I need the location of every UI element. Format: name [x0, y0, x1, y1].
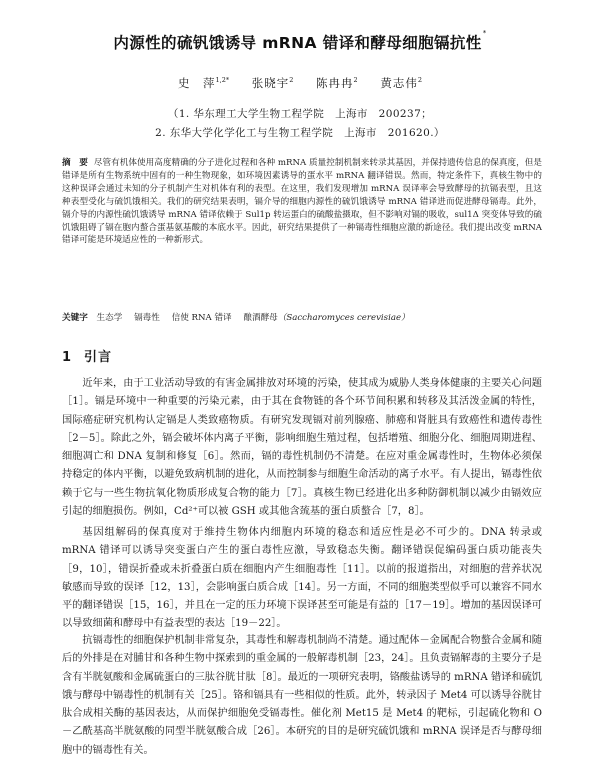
- section-title: 引言: [84, 350, 113, 365]
- section-heading: [62, 346, 112, 365]
- keyword-latin: （Saccharomyces cerevisiae）: [277, 313, 410, 323]
- paragraph-1: 近年来，由于工业活动导致的有害金属排放对环境的污染，使其成为威胁人类身体健康的主要关心问题［1］。镉是环境中一种重要的污染元素，由于其在食物链的各个环节间积累和转移及其活泼金属的特性，国际癌症研究机构认定镉是人类致癌物质。有研究发现镉对前列腺癌、肺癌和肾脏具有致癌性和遗传毒性［2－5］。除此之外，镉会破坏体内离子平衡，影响细胞生殖过程，包括增殖、细胞分化、细胞周期进程、细胞凋亡和 DNA 复制和修复［6］。然而，镉的毒性机制仍不清楚。在应对重金属毒性时，生物体必须保持稳定的体内平衡，以避免致病机制的进化，从而控制参与细胞生命活动的离子水平。有人提出，镉毒性依赖于它与一些生物抗氧化物质形成复合物的能力［7］。真核生物已经进化出多种防御机制以减少由镉效应引起的细胞损伤。例如，Cd²⁺可以被 GSH 或其他含巯基的蛋白质螯合［7，8］。: [62, 378, 542, 518]
- keyword: 酿酒酵母: [243, 313, 278, 323]
- title-text: 内源性的硫钒饿诱导 mRNA 错译和酵母细胞镉抗性: [113, 34, 482, 52]
- paper-title: [0, 31, 600, 53]
- abstract-label: 摘 要: [62, 158, 88, 168]
- affiliation-line-2: 2. 东华大学化学化工与生物工程学院 上海市 201620.）: [155, 127, 445, 139]
- section-number: 1: [62, 350, 73, 365]
- keywords-label: 关键字: [62, 313, 88, 323]
- keyword: 信使 RNA 错译: [171, 313, 232, 323]
- keywords: [62, 312, 542, 325]
- keyword: 镉毒性: [134, 313, 160, 323]
- paragraph-3: 抗镉毒性的细胞保护机制非常复杂，其毒性和解毒机制尚不清楚。通过配体－金属配合物螯合金属和随后的外排是在对脯甘和各种生物中探索到的重金属的一般解毒机制［23，24］。且负责镉解毒的主要分子是含有半胱氨酸和金属硫蛋白的三肽谷胱甘肽［8］。最近的一项研究表明，铬酸盐诱导的 mRNA 错译和硫饥饿与酵母中镉毒性的机制有关［25］。铬和镉具有一些相似的性质。此外，转录因子 Met4 可以诱导谷胱甘肽合成相关酶的基因表达，从而保护细胞免受镉毒性。催化剂 Met15 是 Met4 的靶标，引起硫化物和 O－乙酰基高半胱氨酸的同型半胱氨酸合成［26］。本研究的目的是研究硫饥饿和 mRNA 误译是否与酵母细胞中的镉毒性有关。: [62, 635, 542, 756]
- author: 张晓宇$^2$: [251, 76, 294, 90]
- paragraph-2: 基因组解码的保真度对于维持生物体内细胞内环境的稳态和适应性是必不可少的。DNA 转录或 mRNA 错译可以诱导突变蛋白产生的蛋白毒性应激，导致稳态失衡。翻译错误促编码蛋白质功能丧失［9，10］，错误折叠或未折叠蛋白质在细胞内产生细胞毒性［11］。以前的报道指出，对细胞的营养状况敏感而导致的误译［12，13］，会影响蛋白质合成［14］。另一方面，不同的细胞类型似乎可以兼容不同水平的翻译错误［15，16］，并且在一定的压力环境下误译甚至可能是有益的［17－19］。增加的基因误译可以导致细菌和酵母中有益表型的表达［19－22］。: [62, 527, 542, 630]
- keyword: 生态学: [96, 313, 123, 323]
- author: 陈冉冉$^2$: [316, 76, 358, 90]
- title-footnote-mark: *: [482, 29, 487, 37]
- abstract: [62, 157, 542, 247]
- affiliation-line-1: （1. 华东理工大学生物工程学院 上海市 200237；: [167, 108, 433, 120]
- author: 史 萍$^{1,2*}$: [178, 76, 230, 90]
- author: 黄志伟$^2$: [380, 76, 422, 90]
- author-list: [0, 75, 600, 91]
- abstract-text: 尽管有机体使用高度精确的分子进化过程和各种 mRNA 质量控制机制来转录其基因，并保持遗传信息的保真度，但是错译是所有生物系统中固有的一种生物现象，如环境因素诱导的蛋水平 mRNA 翻译错误。然而，特定条件下，真核生物中的这种误译会通过未知的分子机制产生对机体有利的表型。在这里，我们发现增加 mRNA 误译率会导致酵母的抗镉表型，且这种表型受化与硫饥饿相关。我们的研究结果表明，镉介导的细胞内源性的硫饥饿诱导 mRNA 错译进而促进酵母镉毒。此外，镉介导的内源性硫饥饿诱导 mRNA 错译依赖于 Sul1p 转运蛋白的硫酸盐摄取，但不影响对镉的吸收，sul1Δ 突变体导致的硫饥饿阻碍了镉在胞内螯合蛋基氨基酸的本底水平。因此，研究结果提供了一种镉毒性细胞应激的新途径。我们提出改变 mRNA 错译可能是环境适应性的一种新形式。: [62, 158, 542, 246]
